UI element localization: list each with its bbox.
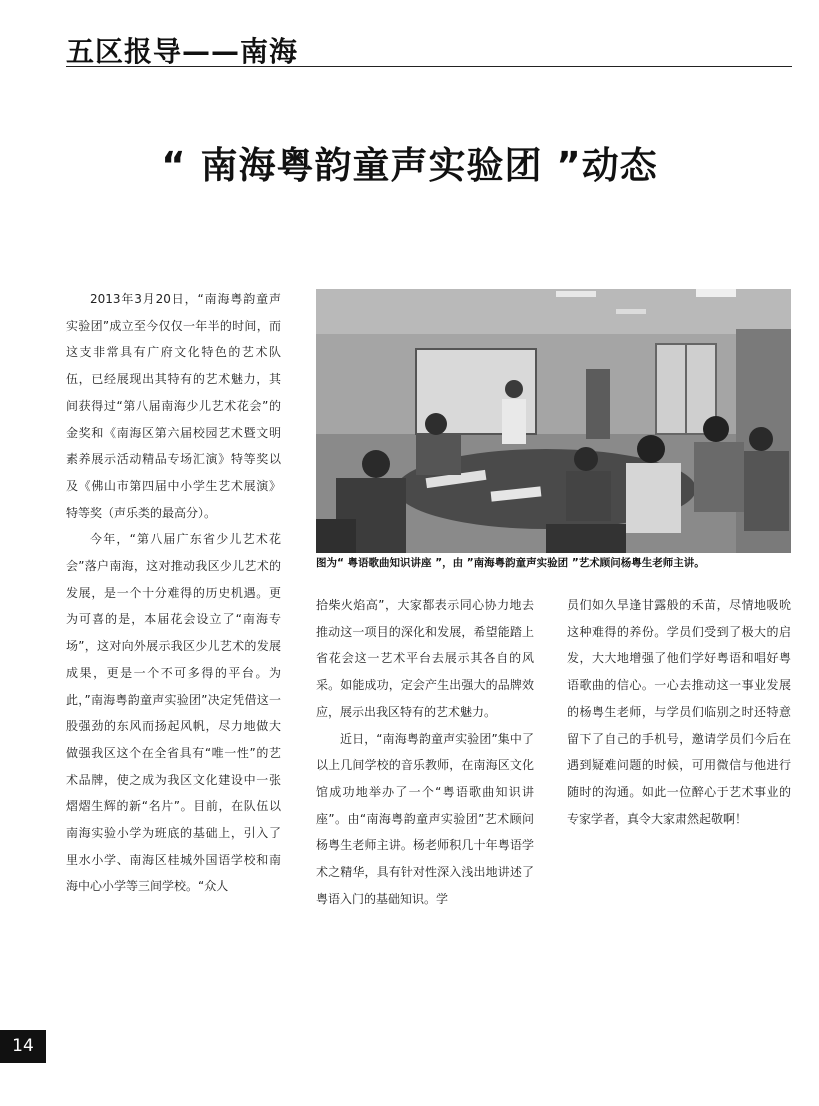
paragraph-2-continued: 拾柴火焰高”，大家都表示同心协力地去推动这一项目的深化和发展，希望能踏上省花会这一艺术平台去展示其各自的风采。如能成功，定会产生出强大的品牌效应，展示出我区特有的艺术魅力。 [316,598,534,719]
article-photo [316,289,791,553]
paragraph-3-continued: 员们如久旱逢甘露般的禾苗，尽情地吸吮这种难得的养份。学员们受到了极大的启发，大大地增强了他们学好粤语和唱好粤语歌曲的信心。一心去推动这一事业发展的杨粤生老师，与学员们临别之时还特意留下了自己的手机号，邀请学员们今后在遇到疑难问题的时候，可用微信与他进行随时的沟通。如此一位醉心于艺术事业的专家学者，真令大家肃然起敬啊！ [567,598,791,826]
article-column-2 [316,592,534,912]
paragraph-3: 近日，“南海粤韵童声实验团”集中了以上几间学校的音乐教师，在南海区文化馆成功地举办了一个“粤语歌曲知识讲座”。由“南海粤韵童声实验团”艺术顾问杨粤生老师主讲。杨老师积几十年粤语学术之精华，具有针对性深入浅出地讲述了粤语入门的基础知识。学 [316,731,534,906]
paragraph-2: 今年，“第八届广东省少儿艺术花会”落户南海，这对推动我区少儿艺术的发展，是一个十分难得的历史机遇。更为可喜的是，本届花会设立了“南海专场”，这对向外展示我区少儿艺术的发展成果，更是一个不可多得的平台。为此，”南海粤韵童声实验团”决定凭借这一股强劲的东风而扬起风帆，尽力地做大做强我区这个在全省具有“唯一性”的艺术品牌，使之成为我区文化建设中一张熠熠生辉的新“名片”。目前，在队伍以南海实验小学为班底的基础上，引入了里水小学、南海区桂城外国语学校和南海中心小学等三间学校。“众人 [66,532,281,894]
header-divider [66,66,792,67]
article-column-3 [567,592,791,832]
photo-caption: 图为“ 粤语歌曲知识讲座 ”，由 ”南海粤韵童声实验团 ”艺术顾问杨粤生老师主讲。 [316,557,705,569]
article-title: “ 南海粤韵童声实验团 ”动态 [161,144,658,187]
section-title: 五区报导——南海 [66,35,299,68]
paragraph-1: 2013年3月20日，“南海粤韵童声实验团”成立至今仅仅一年半的时间，而这支非常具有广府文化特色的艺术队伍，已经展现出其特有的艺术魅力，其间获得过“第八届南海少儿艺术花会”的金奖和《南海区第六届校园艺术暨文明素养展示活动精品专场汇演》特等奖以及《佛山市第四届中小学生艺术展演》特等奖（声乐类的最高分）。 [66,292,281,520]
page-number: 14 [0,1030,46,1063]
article-column-1 [66,286,281,900]
